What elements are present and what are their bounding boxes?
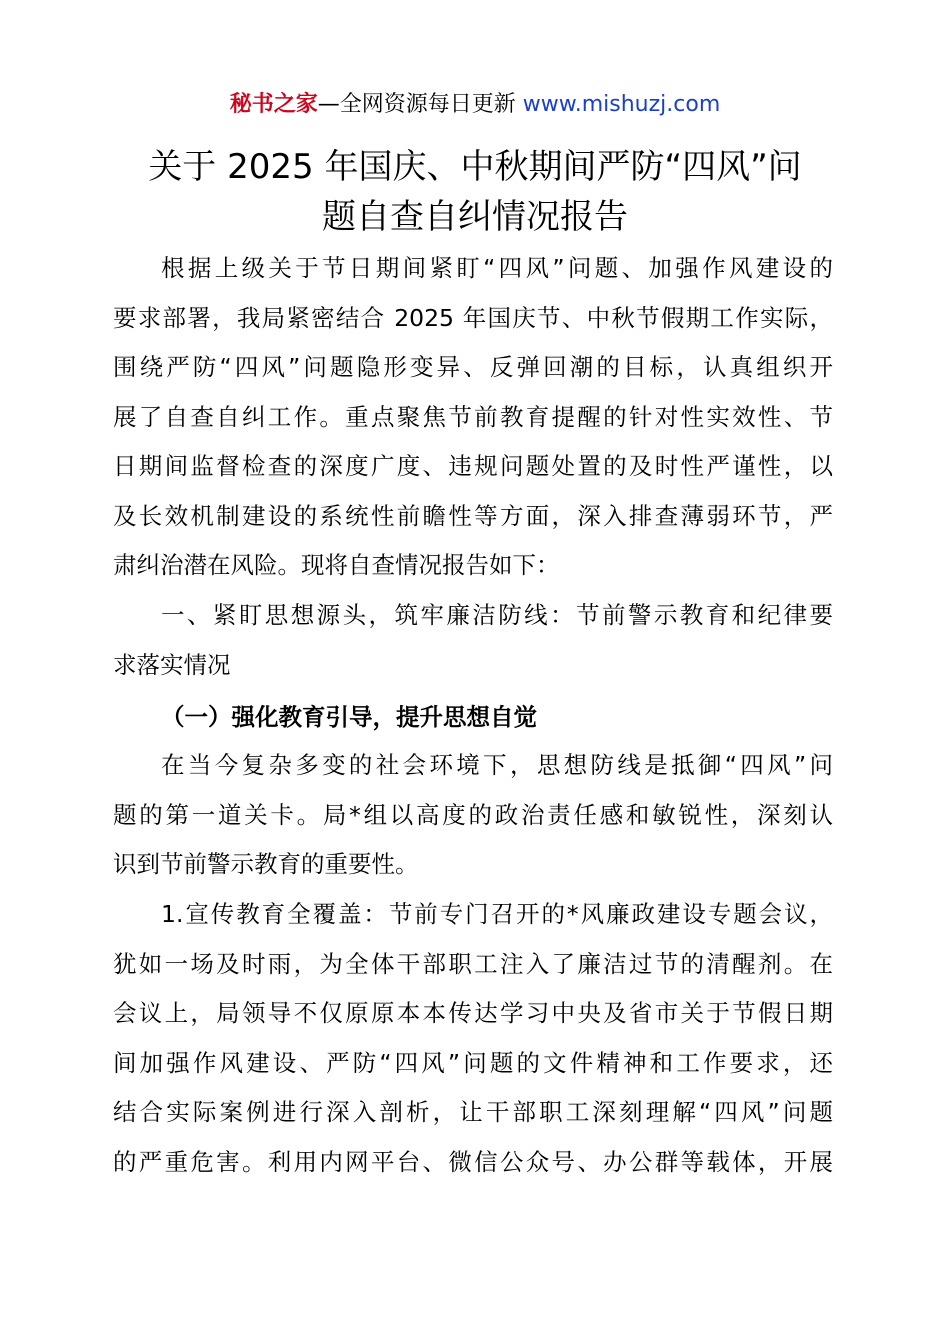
title-line-1: 关于 2025 年国庆、中秋期间严防“四风”问 — [148, 147, 802, 187]
paragraph-line: 日期间监督检查的深度广度、违规问题处置的及时性严谨性，以 — [113, 452, 833, 480]
paragraph-line: 在当今复杂多变的社会环境下，思想防线是抵御“四风”问 — [161, 751, 833, 779]
header-tagline: —全网资源每日更新 — [317, 92, 523, 117]
subsection-1-heading: （一）强化教育引导，提升思想自觉 — [161, 703, 537, 731]
paragraph-line: 及长效机制建设的系统性前瞻性等方面，深入排查薄弱环节，严 — [113, 501, 833, 530]
document-title — [100, 142, 850, 242]
paragraph-line: 要求部署，我局紧密结合 2025 年国庆节、中秋节假期工作实际， — [113, 303, 833, 332]
section-heading-line: 一、紧盯思想源头，筑牢廉洁防线：节前警示教育和纪律要 — [161, 601, 833, 629]
paragraph-line: 展了自查自纠工作。重点聚焦节前教育提醒的针对性实效性、节 — [113, 402, 833, 431]
brand-name: 秘书之家 — [229, 92, 318, 117]
paragraph-line: 根据上级关于节日期间紧盯“四风”问题、加强作风建设的 — [161, 254, 833, 282]
ideology-paragraph — [113, 741, 833, 890]
paragraph-line: 1.宣传教育全覆盖：节前专门召开的*风廉政建设专题会议， — [161, 900, 833, 928]
paragraph-line: 犹如一场及时雨，为全体干部职工注入了廉洁过节的清醒剂。在 — [113, 949, 833, 978]
paragraph-line: 结合实际案例进行深入剖析，让干部职工深刻理解“四风”问题 — [113, 1098, 833, 1126]
paragraph-line: 肃纠治潜在风险。现将自查情况报告如下： — [113, 551, 560, 579]
intro-paragraph — [113, 244, 833, 591]
paragraph-line: 的严重危害。利用内网平台、微信公众号、办公群等载体，开展 — [113, 1147, 833, 1176]
publicity-paragraph — [113, 890, 833, 1187]
site-header — [0, 88, 950, 122]
paragraph-line: 会议上，局领导不仅原原本本传达学习中央及省市关于节假日期 — [113, 999, 833, 1027]
paragraph-line: 间加强作风建设、严防“四风”问题的文件精神和工作要求，还 — [113, 1048, 833, 1077]
paragraph-line: 识到节前警示教育的重要性。 — [113, 850, 419, 878]
paragraph-line: 题的第一道关卡。局*组以高度的政治责任感和敏锐性，深刻认 — [113, 800, 833, 829]
site-url-link[interactable]: www.mishuzj.com — [522, 92, 721, 117]
section-1-heading — [113, 591, 833, 690]
section-heading-line: 求落实情况 — [113, 650, 231, 679]
paragraph-line: 围绕严防“四风”问题隐形变异、反弹回潮的目标，认真组织开 — [113, 353, 833, 381]
title-line-2: 题自查自纠情况报告 — [322, 197, 628, 237]
